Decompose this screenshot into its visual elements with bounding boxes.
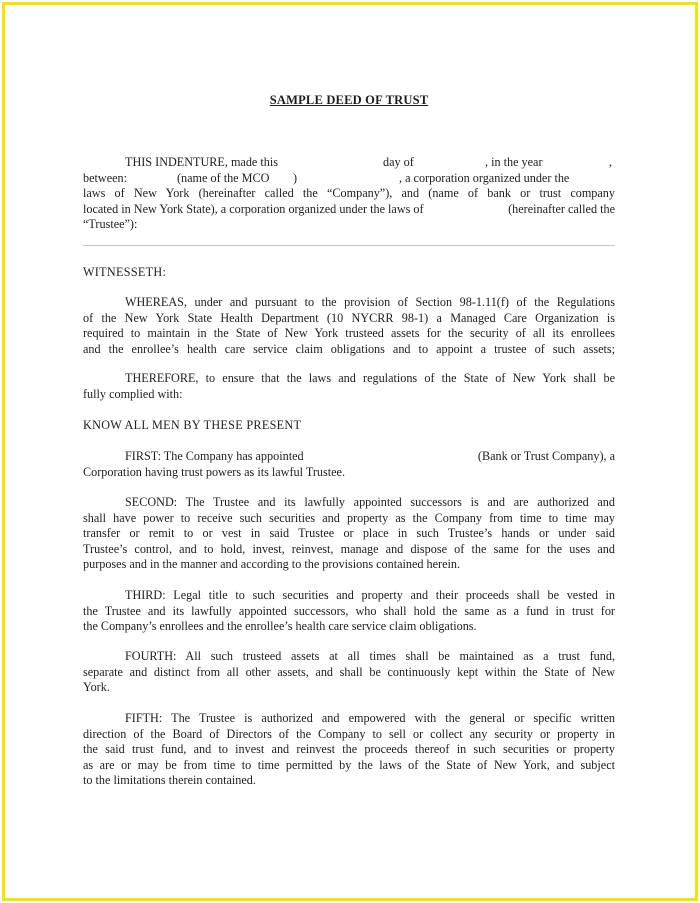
intro-line-1-c: , in the year xyxy=(485,155,543,169)
intro-line-1-d: , xyxy=(609,155,613,169)
third-line-2: the Trustee and its lawfully appointed successors, who shall hold the same as a fund in trust for xyxy=(83,603,615,618)
whereas-paragraph xyxy=(83,295,615,357)
intro-line-4-b: (hereinafter called the xyxy=(508,201,615,216)
fourth-paragraph xyxy=(83,649,615,696)
third-line-3: the Company’s enrollees and the enrollee’s health care service claim obligations. xyxy=(83,619,477,633)
second-line-3: transfer or remit to or vest in said Trustee or place in such Trustee’s hands or under said xyxy=(83,526,615,540)
intro-line-1-a: THIS INDENTURE, made this xyxy=(125,155,278,169)
intro-line-5: “Trustee”): xyxy=(83,217,138,231)
fifth-line-3: the said trust fund, and to invest and reinvest the proceeds thereof in such securities or property xyxy=(83,742,615,756)
second-line-2: shall have power to receive such securities and property as the Company from time to time may xyxy=(83,510,615,525)
therefore-paragraph xyxy=(83,371,615,402)
second-paragraph xyxy=(83,495,615,573)
intro-line-2-a: between: xyxy=(83,170,127,185)
intro-line-1 xyxy=(83,155,615,171)
whereas-line-1: WHEREAS, under and pursuant to the provision of Section 98-1.11(f) of the Regulations xyxy=(125,295,615,309)
whereas-line-4: and the enrollee’s health care service claim obligations and to appoint a trustee of such assets; xyxy=(83,341,615,356)
first-paragraph xyxy=(83,449,615,480)
intro-line-4-a: located in New York State), a corporation organized under the laws of xyxy=(83,201,424,216)
intro-line-2-c: ) xyxy=(293,170,298,185)
first-line-1 xyxy=(83,449,615,465)
second-line-1: SECOND: The Trustee and its lawfully appointed successors is and are authorized and xyxy=(125,495,615,509)
page-frame xyxy=(2,2,698,901)
fifth-line-4: as are or may be from time to time permitted by the laws of the State of New York, and subject xyxy=(83,757,615,772)
fifth-line-2: direction of the Board of Directors of the Company to sell or collect any security or property in xyxy=(83,726,615,741)
third-line-1: THIRD: Legal title to such securities and property and their proceeds shall be vested in xyxy=(125,588,615,602)
intro-line-2-d: , a corporation organized under the xyxy=(399,170,570,185)
document-page xyxy=(83,5,615,898)
fifth-line-1: FIFTH: The Trustee is authorized and empowered with the general or specific written xyxy=(125,711,615,725)
intro-line-1-b: day of xyxy=(383,155,414,169)
witnesseth-heading: WITNESSETH: xyxy=(83,265,167,279)
know-all-heading: KNOW ALL MEN BY THESE PRESENT xyxy=(83,418,302,432)
therefore-line-2: fully complied with: xyxy=(83,386,183,401)
fourth-line-1: FOURTH: All such trusteed assets at all times shall be maintained as a trust fund, xyxy=(125,649,615,663)
whereas-line-2: of the New York State Health Department (10 NYCRR 98-1) a Managed Care Organization is xyxy=(83,310,615,325)
second-line-4: Trustee’s control, and to hold, invest, reinvest, manage and dispose of the same for the uses and xyxy=(83,541,615,556)
fifth-line-5: to the limitations therein contained. xyxy=(83,773,256,787)
intro-line-2 xyxy=(83,171,615,187)
horizontal-rule xyxy=(83,245,615,246)
fourth-line-3: York. xyxy=(83,680,110,694)
intro-line-4 xyxy=(83,202,615,218)
first-line-2: Corporation having trust powers as its lawful Trustee. xyxy=(83,464,346,479)
intro-line-2-b: (name of the MCO xyxy=(177,170,270,185)
first-line-1-a: FIRST: The Company has appointed xyxy=(125,449,304,463)
third-paragraph xyxy=(83,588,615,635)
first-line-1-b: (Bank or Trust Company), a xyxy=(477,449,615,463)
document-title: SAMPLE DEED OF TRUST xyxy=(269,93,429,107)
intro-paragraph xyxy=(83,155,615,233)
fourth-line-2: separate and distinct from all other assets, and shall be continuously kept within the State of New xyxy=(83,664,615,679)
second-line-5: purposes and in the manner and according to the provisions contained herein. xyxy=(83,557,461,571)
intro-line-3: laws of New York (hereinafter called the “Company”), and (name of bank or trust company xyxy=(83,186,615,200)
whereas-line-3: required to maintain in the State of New York trusteed assets for the security of all its enrollees xyxy=(83,326,615,340)
therefore-line-1: THEREFORE, to ensure that the laws and regulations of the State of New York shall be xyxy=(125,371,615,385)
fifth-paragraph xyxy=(83,711,615,789)
